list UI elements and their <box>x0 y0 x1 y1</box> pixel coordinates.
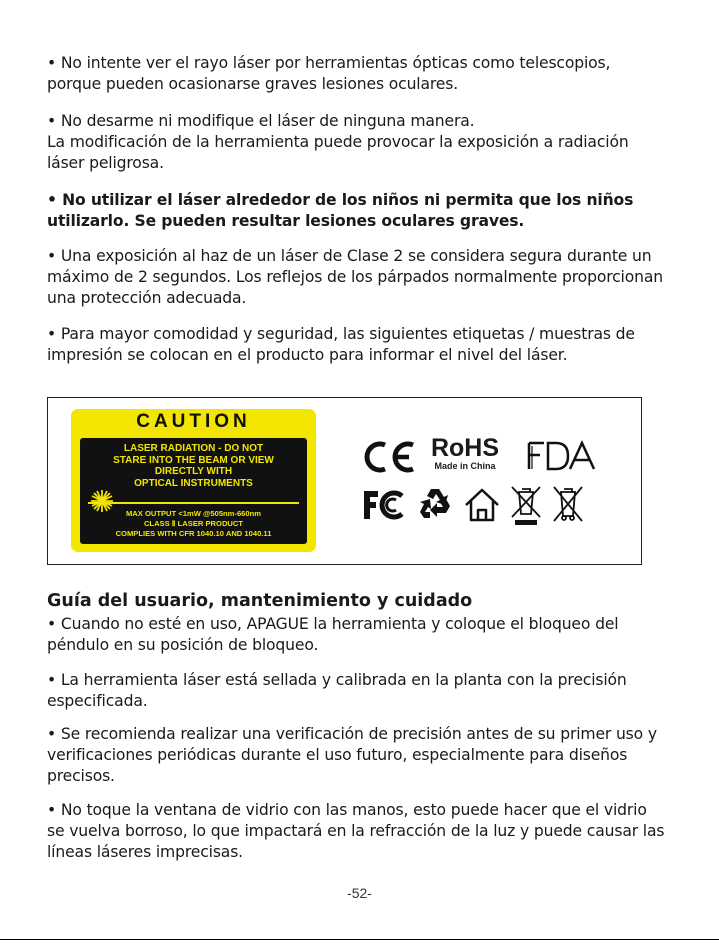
weee-bin-icon <box>509 484 543 526</box>
weee-bin-crossed-icon <box>551 484 585 524</box>
caution-label <box>71 409 316 552</box>
warning-optical-tools: • No intente ver el rayo láser por herramientas ópticas como telescopios, porque pueden ocasionarse graves lesiones oculares. <box>47 54 611 93</box>
laser-spec-text: MAX OUTPUT <1mW @505nm-660nm CLASS Ⅱ LASER PRODUCT COMPLIES WITH CFR 1040.10 AND 1040.11 <box>115 509 272 538</box>
caution-label-inner <box>80 438 307 544</box>
care-item-glass-window: • No toque la ventana de vidrio con las manos, esto puede hacer que el vidrio se vuelva borroso, lo que impactará en la refracción de la luz y puede causar las líneas láseres imprecisas. <box>47 801 665 861</box>
recycle-icon <box>416 486 454 522</box>
beam-line <box>88 502 299 504</box>
page-number: -52- <box>347 885 372 901</box>
rohs-mark <box>425 436 505 471</box>
labels-intro: • Para mayor comodidad y seguridad, las siguientes etiquetas / muestras de impresión se colocan en el producto para informar el nivel del láser. <box>47 325 635 364</box>
indoor-use-home-icon <box>462 486 502 524</box>
laser-warning-text: LASER RADIATION - DO NOT STARE INTO THE BEAM OR VIEW DIRECTLY WITH OPTICAL INSTRUMENTS <box>113 443 274 489</box>
product-labels-panel <box>47 397 642 565</box>
warning-modification: La modificación de la herramienta puede provocar la exposición a radiación láser peligrosa. <box>47 133 629 172</box>
care-item-accuracy-check: • Se recomienda realizar una verificación de precisión antes de su primer uso y verificaciones periódicas durante el uso futuro, especialmente para diseños precisos. <box>47 725 657 785</box>
care-item-calibrated: • La herramienta láser está sellada y calibrada en la planta con la precisión especificada. <box>47 671 627 710</box>
warning-no-disassemble: • No desarme ni modifique el láser de ninguna manera. <box>47 112 475 130</box>
section-heading: Guía del usuario, mantenimiento y cuidado <box>47 591 473 611</box>
fc-mark-icon <box>360 488 406 522</box>
care-item-power-off: • Cuando no esté en uso, APAGUE la herramienta y coloque el bloqueo del péndulo en su posición de bloqueo. <box>47 615 619 654</box>
class2-exposure-note: • Una exposición al haz de un láser de Clase 2 se considera segura durante un máximo de 2 segundos. Los reflejos de los párpados normalmente proporcionan una protección adecuada. <box>47 247 663 307</box>
bottom-divider <box>0 939 719 940</box>
caution-title: CAUTION <box>136 411 251 432</box>
ce-mark-icon <box>361 440 417 474</box>
warning-children: • No utilizar el láser alrededor de los niños ni permita que los niños utilizarlo. Se pueden resultar lesiones oculares graves. <box>47 191 634 230</box>
rohs-text: RoHS <box>430 434 500 462</box>
made-in-china-text: Made in China <box>434 461 496 471</box>
fda-logo-icon <box>526 440 598 472</box>
